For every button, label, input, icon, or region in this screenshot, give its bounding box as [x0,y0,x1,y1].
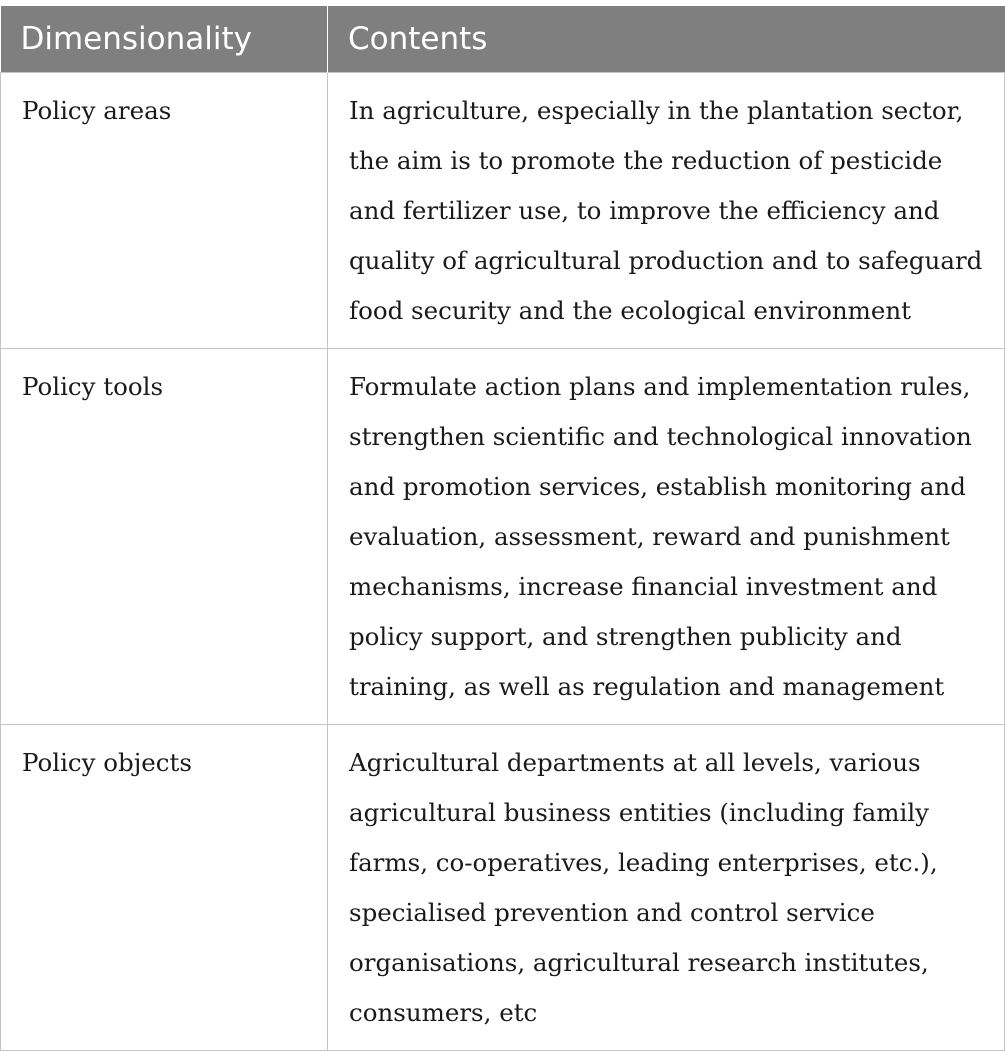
dimension-cell: Policy tools [1,348,328,724]
dimension-cell: Policy areas [1,72,328,348]
table-row [1,724,1005,1050]
policy-table [0,6,1005,1051]
table-body [1,72,1005,1050]
header-dimensionality: Dimensionality [1,6,328,72]
contents-cell: Agricultural departments at all levels, various agricultural business entities (including family farms, co-operatives, leading enterprises, etc.), specialised prevention and control service organisations, agricultural research institutes, consumers, etc [328,724,1005,1050]
dimension-cell: Policy objects [1,724,328,1050]
table-row [1,72,1005,348]
header-row [1,6,1005,72]
contents-cell: Formulate action plans and implementation rules, strengthen scientific and technological innovation and promotion services, establish monitoring and evaluation, assessment, reward and punishment mechanisms, increase financial investment and policy support, and strengthen publicity and training, as well as regulation and management [328,348,1005,724]
contents-cell: In agriculture, especially in the plantation sector, the aim is to promote the reduction of pesticide and fertilizer use, to improve the efficiency and quality of agricultural production and to safeguard food security and the ecological environment [328,72,1005,348]
table-row [1,348,1005,724]
table-header [1,6,1005,72]
header-contents: Contents [328,6,1005,72]
